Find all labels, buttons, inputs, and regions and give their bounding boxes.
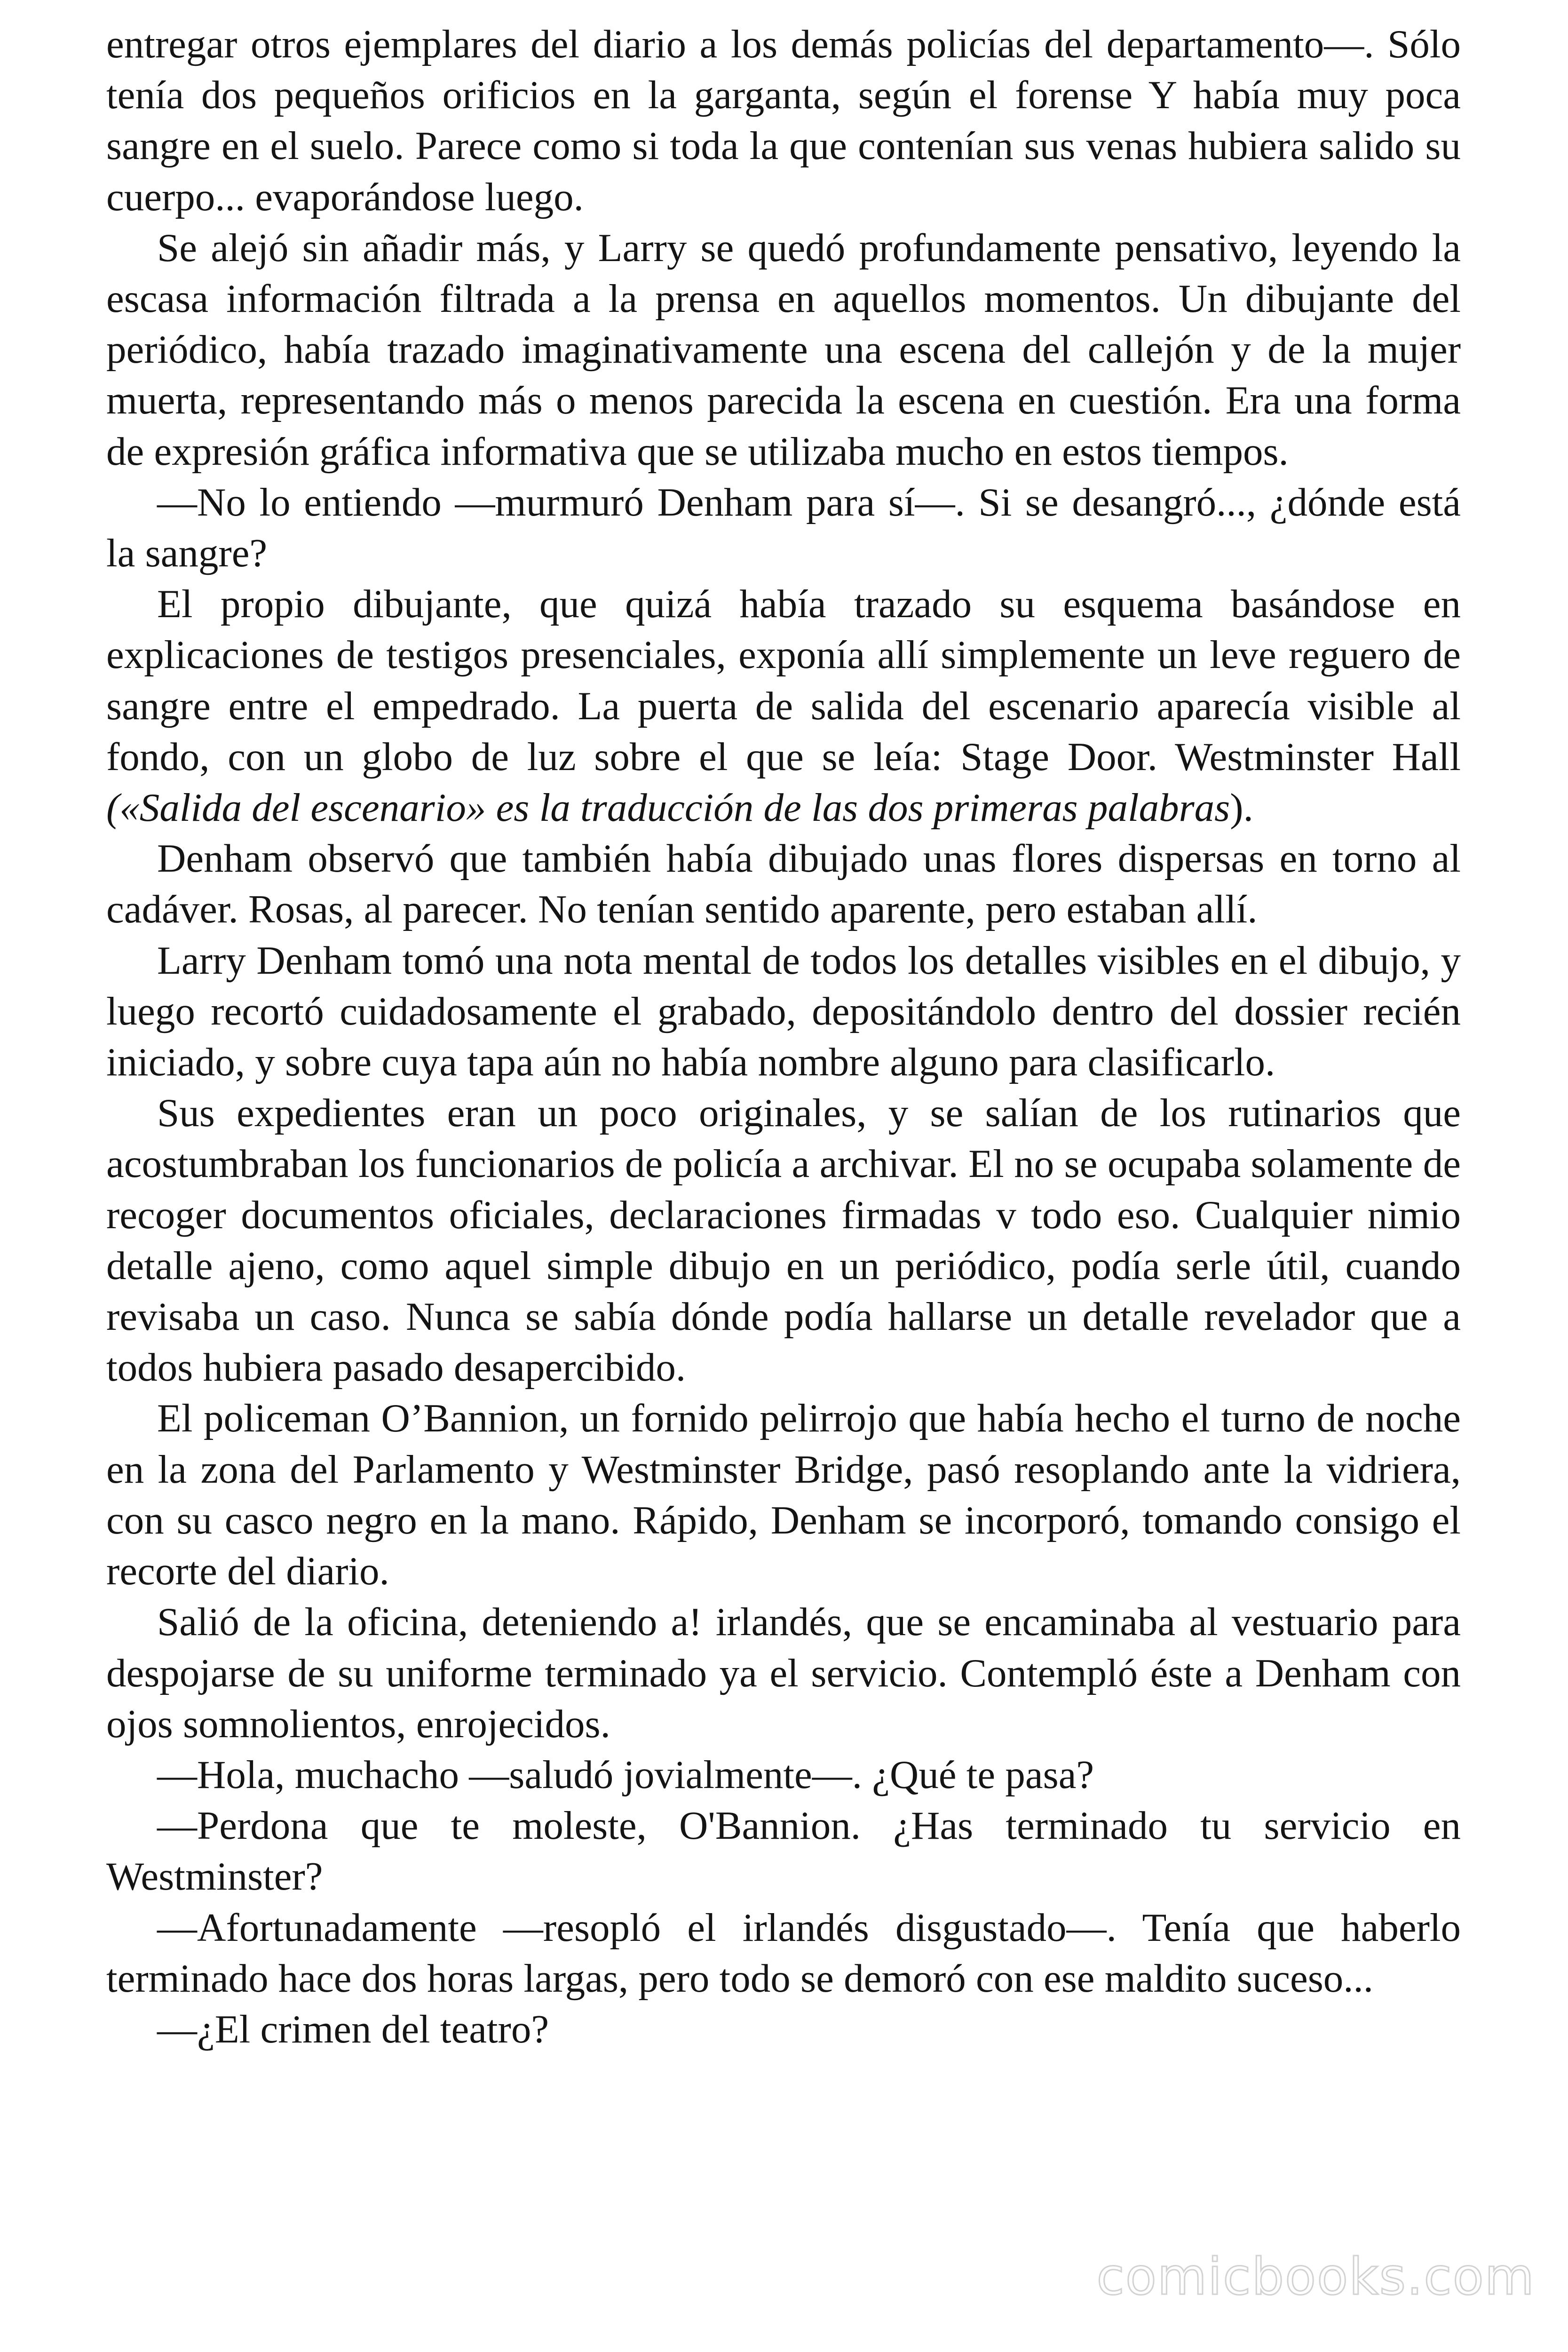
paragraph: entregar otros ejemplares del diario a los demás policías del departamento—. Sólo tenía dos pequeños orificios en la garganta, según el forense Y había muy poca sangre en el suelo. Parece como si toda la que contenían sus venas hubiera salido su cuerpo... evaporándose luego. [106, 22, 1461, 219]
dialogue-line: —Afortunadamente —resopló el irlandés disgustado—. Tenía que haberlo terminado hace dos horas largas, pero todo se demoró con ese maldito suceso... [106, 1905, 1461, 2001]
book-page [106, 19, 1461, 2055]
paragraph-with-note [106, 579, 1461, 833]
dialogue-line: —Hola, muchacho —saludó jovialmente—. ¿Qué te pasa? [157, 1752, 1094, 1797]
paragraph: Salió de la oficina, deteniendo a! irlandés, que se encaminaba al vestuario para despojarse de su uniforme terminado ya el servicio. Contempló éste a Denham con ojos somnolientos, enrojecidos. [106, 1600, 1461, 1746]
watermark: comicbooks.com [1096, 2248, 1535, 2306]
paragraph: Larry Denham tomó una nota mental de todos los detalles visibles en el dibujo, y luego recortó cuidadosamente el grabado, depositándolo dentro del dossier recién iniciado, y sobre cuya tapa aún no había nombre alguno para clasificarlo. [106, 938, 1461, 1085]
paragraph: Denham observó que también había dibujado unas flores dispersas en torno al cadáver. Rosas, al parecer. No tenían sentido aparente, pero estaban allí. [106, 836, 1461, 932]
dialogue-line: —¿El crimen del teatro? [157, 2007, 549, 2051]
paragraph: Sus expedientes eran un poco originales, y se salían de los rutinarios que acostumbraban los funcionarios de policía a archivar. El no se ocupaba solamente de recoger documentos oficiales, declaraciones firmadas v todo eso. Cualquier nimio detalle ajeno, como aquel simple dibujo en un periódico, podía serle útil, cuando revisaba un caso. Nunca se sabía dónde podía hallarse un detalle revelador que a todos hubiera pasado desapercibido. [106, 1091, 1461, 1390]
translation-note: («Salida del escenario» es la traducción de las dos primeras palabras [106, 786, 1230, 830]
paragraph-text: El propio dibujante, que quizá había trazado su esquema basándose en explicaciones de testigos presenciales, exponía allí simplemente un leve reguero de sangre entre el empedrado. La puerta de salida del escenario aparecía visible al fondo, con un globo de luz sobre el que se leía: Stage Door. Westminster Hall [106, 582, 1461, 779]
note-close: ). [1230, 786, 1253, 830]
paragraph: Se alejó sin añadir más, y Larry se quedó profundamente pensativo, leyendo la escasa información filtrada a la prensa en aquellos momentos. Un dibujante del periódico, había trazado imaginativamente una escena del callejón y de la mujer muerta, representando más o menos parecida la escena en cuestión. Era una forma de expresión gráfica informativa que se utilizaba mucho en estos tiempos. [106, 225, 1461, 474]
dialogue-line: —Perdona que te moleste, O'Bannion. ¿Has terminado tu servicio en Westminster? [106, 1804, 1461, 1899]
paragraph: El policeman O’Bannion, un fornido pelirrojo que había hecho el turno de noche en la zona del Parlamento y Westminster Bridge, pasó resoplando ante la vidriera, con su casco negro en la mano. Rápido, Denham se incorporó, tomando consigo el recorte del diario. [106, 1396, 1461, 1594]
paragraph: —No lo entiendo —murmuró Denham para sí—. Si se desangró..., ¿dónde está la sangre? [106, 480, 1461, 576]
